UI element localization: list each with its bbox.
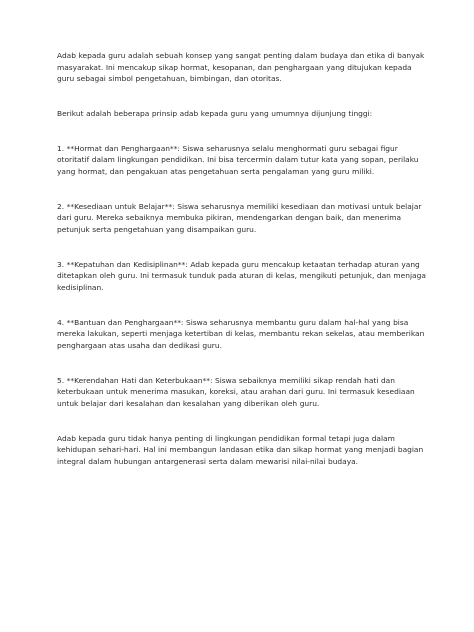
principle-3: 3. **Kepatuhan dan Kedisiplinan**: Adab kepada guru mencakup ketaatan terhadap aturan yang ditetapkan oleh guru. Ini termasuk tunduk pada aturan di kelas, mengikuti petunjuk, dan menjaga kedisiplinan. xyxy=(57,259,426,292)
principle-1: 1. **Hormat dan Penghargaan**: Siswa seharusnya selalu menghormati guru sebagai figur otoritatif dalam lingkungan pendidikan. Ini bisa tercermin dalam tutur kata yang sopan, perilaku yang hormat, dan pengakuan atas pengetahuan serta pengalaman yang guru miliki. xyxy=(57,143,419,176)
closing-paragraph: Adab kepada guru tidak hanya penting di lingkungan pendidikan formal tetapi juga dalam kehidupan sehari-hari. Hal ini membangun landasan etika dan sikap hormat yang menjadi bagian integral dalam hubungan antargenerasi serta dalam mewarisi nilai-nilai budaya. xyxy=(57,433,424,466)
intro-paragraph: Adab kepada guru adalah sebuah konsep yang sangat penting dalam budaya dan etika di banyak masyarakat. Ini mencakup sikap hormat, kesopanan, dan penghargaan yang ditujukan kepada guru sebagai simbol pengetahuan, bimbingan, dan otoritas. xyxy=(57,51,425,84)
document-body xyxy=(57,50,429,467)
principle-5: 5. **Kerendahan Hati dan Keterbukaan**: Siswa sebaiknya memiliki sikap rendah hati dan keterbukaan untuk menerima masukan, koreksi, atau arahan dari guru. Ini termasuk kesediaan untuk belajar dari kesalahan dan kesalahan yang diberikan oleh guru. xyxy=(57,375,415,408)
lead-paragraph: Berikut adalah beberapa prinsip adab kepada guru yang umumnya dijunjung tinggi: xyxy=(57,108,373,118)
principle-4: 4. **Bantuan dan Penghargaan**: Siswa seharusnya membantu guru dalam hal-hal yang bisa mereka lakukan, seperti menjaga ketertiban di kelas, membantu rekan sekelas, atau memberikan penghargaan atas usaha dan dedikasi guru. xyxy=(57,317,425,350)
principle-2: 2. **Kesediaan untuk Belajar**: Siswa seharusnya memiliki kesediaan dan motivasi untuk belajar dari guru. Mereka sebaiknya membuka pikiran, mendengarkan dengan baik, dan menerima petunjuk serta pengetahuan yang disampaikan guru. xyxy=(57,201,422,234)
